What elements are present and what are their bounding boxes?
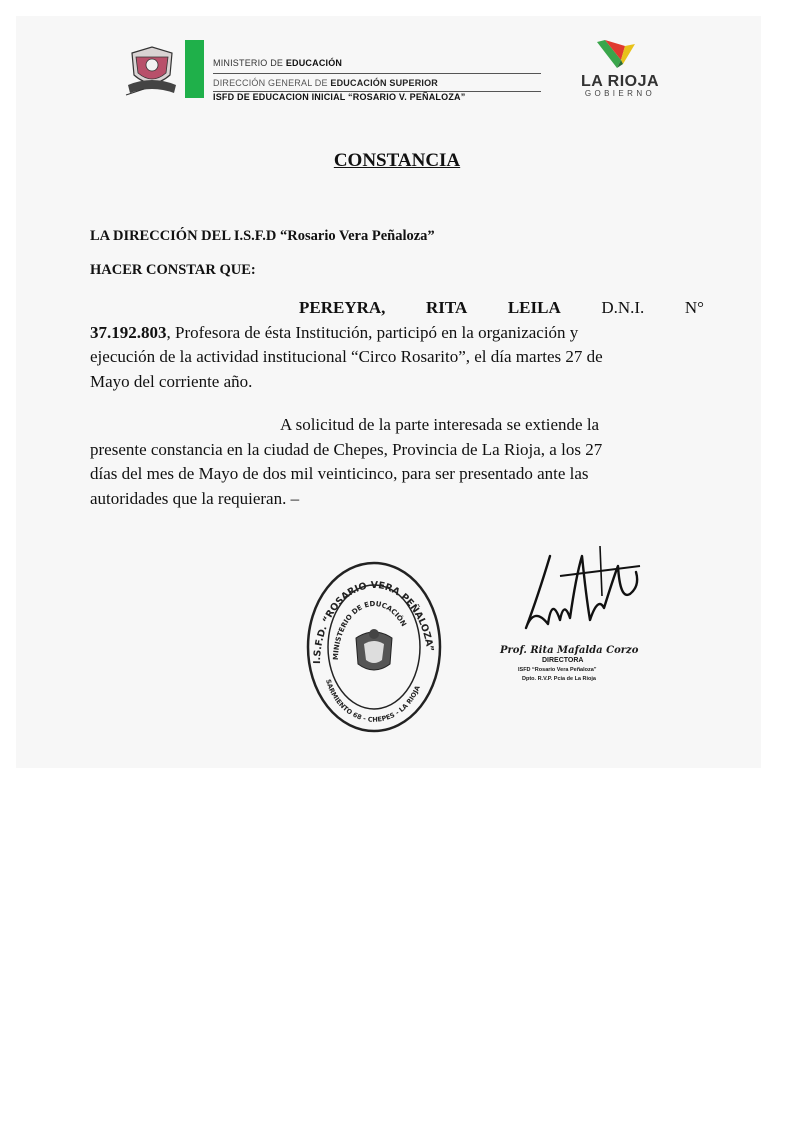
paragraph-line: días del mes de Mayo de dos mil veinticinco, para ser presentado ante las [90, 464, 589, 483]
paragraph-line: autoridades que la requieran. – [90, 488, 300, 508]
la-rioja-logo-icon [595, 38, 637, 72]
la-rioja-gobierno: GOBIERNO [584, 89, 656, 98]
number-label: N° [684, 298, 704, 317]
document-title: CONSTANCIA [333, 150, 461, 171]
middle-name: LEILA [507, 298, 561, 317]
signatory-dept: Dpto. R.V.P. Pcia de La Rioja [522, 676, 596, 682]
paragraph-line: presente constancia en la ciudad de Chepes, Provincia de La Rioja, a los 27 [90, 439, 603, 459]
dni-label: D.N.I. [601, 298, 645, 317]
la-rioja-name: LA RIOJA [580, 73, 660, 90]
header-institute: ISFD DE EDUCACION INICIAL “ROSARIO V. PEÑALOZA” [213, 92, 466, 102]
paragraph-1 [90, 296, 704, 394]
paragraph-line: ejecución de la actividad institucional “Circo Rosarito”, el día martes 27 de [90, 347, 603, 366]
green-header-bar [185, 40, 204, 98]
stamp-inner-text: MINISTERIO DE EDUCACIÓN [331, 599, 408, 661]
coat-of-arms-icon [356, 629, 392, 670]
dni-number: 37.192.803 [90, 322, 167, 342]
institute-crest-icon [124, 45, 180, 97]
header-rule [213, 73, 541, 74]
issuer-line: LA DIRECCIÓN DEL I.S.F.D “Rosario Vera Peñaloza” [90, 228, 435, 244]
paragraph-2 [90, 413, 704, 511]
signatory-name: Prof. Rita Mafalda Corzo [500, 645, 639, 656]
paragraph-line: 37.192.803, Profesora de ésta Institución, participó en la organización y [90, 322, 579, 342]
paragraph-line: Mayo del corriente año. [90, 371, 253, 391]
paragraph-line [90, 296, 704, 321]
paragraph-line: A solicitud de la parte interesada se extiende la [280, 415, 600, 434]
institution-stamp [304, 560, 444, 734]
header-direction: DIRECCIÓN GENERAL DE EDUCACIÓN SUPERIOR [213, 78, 439, 88]
header-ministry: MINISTERIO DE EDUCACIÓN [213, 58, 343, 68]
surname: PEREYRA, [299, 298, 386, 317]
first-name: RITA [426, 298, 468, 317]
signatory-institute: ISFD “Rosario Vera Peñaloza” [518, 667, 597, 673]
signatory-role: DIRECTORA [542, 657, 584, 664]
intro-line: HACER CONSTAR QUE: [90, 262, 256, 278]
stamp-outer-text: I.S.F.D. “ROSARIO VERA PEÑALOZA” [311, 579, 436, 665]
stamp-bottom-text: SARMIENTO 68 - CHEPES - LA RIOJA [324, 678, 422, 724]
